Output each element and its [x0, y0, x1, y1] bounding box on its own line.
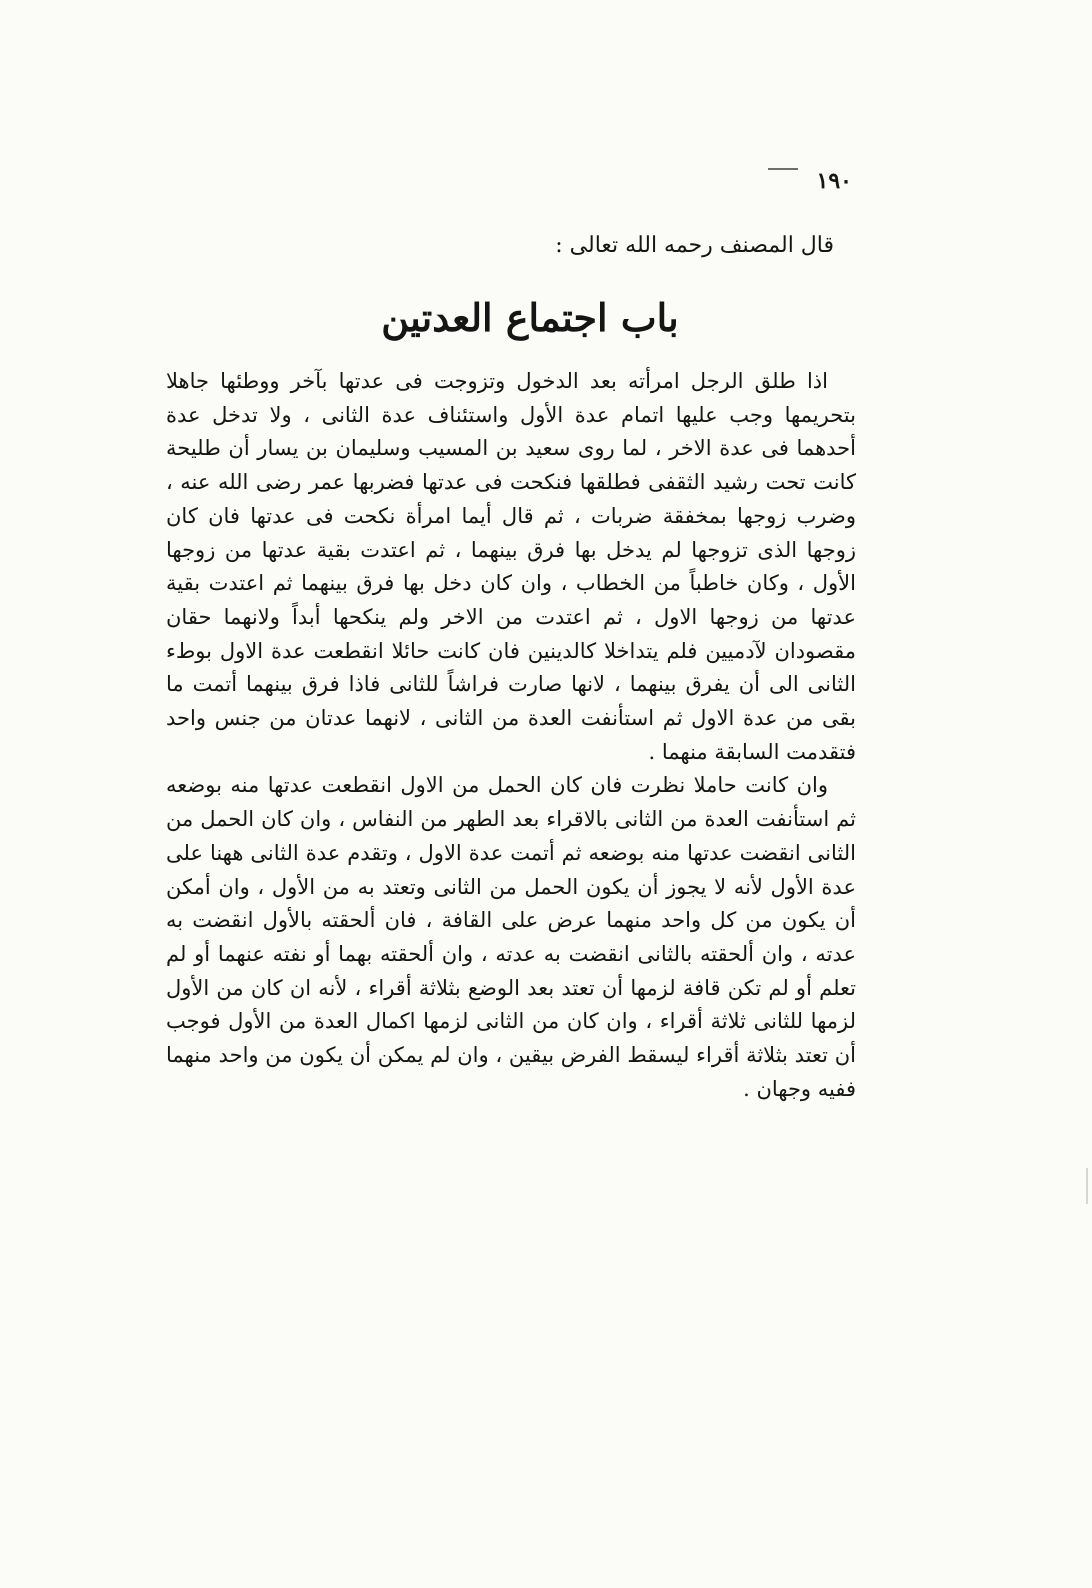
author-preface: قال المصنف رحمه الله تعالى :	[555, 233, 834, 258]
paragraph-1: اذا طلق الرجل امرأته بعد الدخول وتزوجت فى عدتها بآخر ووطئها جاهلا بتحريمها وجب عليها اتمام عدة الأول واستئناف عدة الثانى ، ولا تدخل عدة أحدهما فى عدة الاخر ، لما روى سعيد بن المسيب وسليمان بن يسار أن طليحة كانت تحت رشيد الثقفى فطلقها فنكحت فى عدتها فضربها عمر رضى الله عنه ، وضرب زوجها بمخفقة ضربات ، ثم قال أيما امرأة نكحت فى عدتها فان كان زوجها الذى تزوجها لم يدخل بها فرق بينهما ، ثم اعتدت بقية عدتها من زوجها الأول ، وكان خاطباً من الخطاب ، وان كان دخل بها فرق بينهما ثم اعتدت بقية عدتها من زوجها الاول ، ثم اعتدت من الاخر ولم ينكحها أبداً ولانهما حقان مقصودان لآدميين فلم يتداخلا كالدينين فان كانت حائلا انقطعت عدة الاول بوطء الثانى الى أن يفرق بينهما ، لانها صارت فراشاً للثانى فاذا فرق بينهما أتمت ما بقى من عدة الاول ثم استأنفت العدة من الثانى ، لانهما عدتان من جنس واحد فتقدمت السابقة منهما .	[166, 369, 856, 764]
page-number: ١٩٠	[816, 168, 852, 194]
paragraph-2: وان كانت حاملا نظرت فان كان الحمل من الاول انقطعت عدتها منه بوضعه ثم استأنفت العدة من الثانى بالاقراء بعد الطهر من النفاس ، وان كان الحمل من الثانى انقضت عدتها منه بوضعه ثم أتمت عدة الاول ، وتقدم عدة الثانى ههنا على عدة الأول لأنه لا يجوز أن يكون الحمل من الثانى وتعتد به من الأول ، وان أمكن أن يكون من كل واحد منهما عرض على القافة ، فان ألحقته بالأول انقضت به عدته ، وان ألحقته بالثانى انقضت به عدته ، وان ألحقته بهما أو نفته عنهما أو لم تعلم أو لم تكن قافة لزمها أن تعتد بعد الوضع بثلاثة أقراء ، لأنه ان كان من الأول لزمها للثانى ثلاثة أقراء ، وان كان من الثانى لزمها اكمال العدة من الأول فوجب أن تعتد بثلاثة أقراء ليسقط الفرض بيقين ، وان لم يمكن أن يكون من واحد منهما ففيه وجهان .	[166, 773, 856, 1101]
page-edge-mark	[1086, 1168, 1088, 1204]
page-number-dash	[768, 168, 798, 170]
chapter-body	[166, 365, 856, 1106]
chapter-title: باب اجتماع العدتين	[381, 295, 679, 340]
